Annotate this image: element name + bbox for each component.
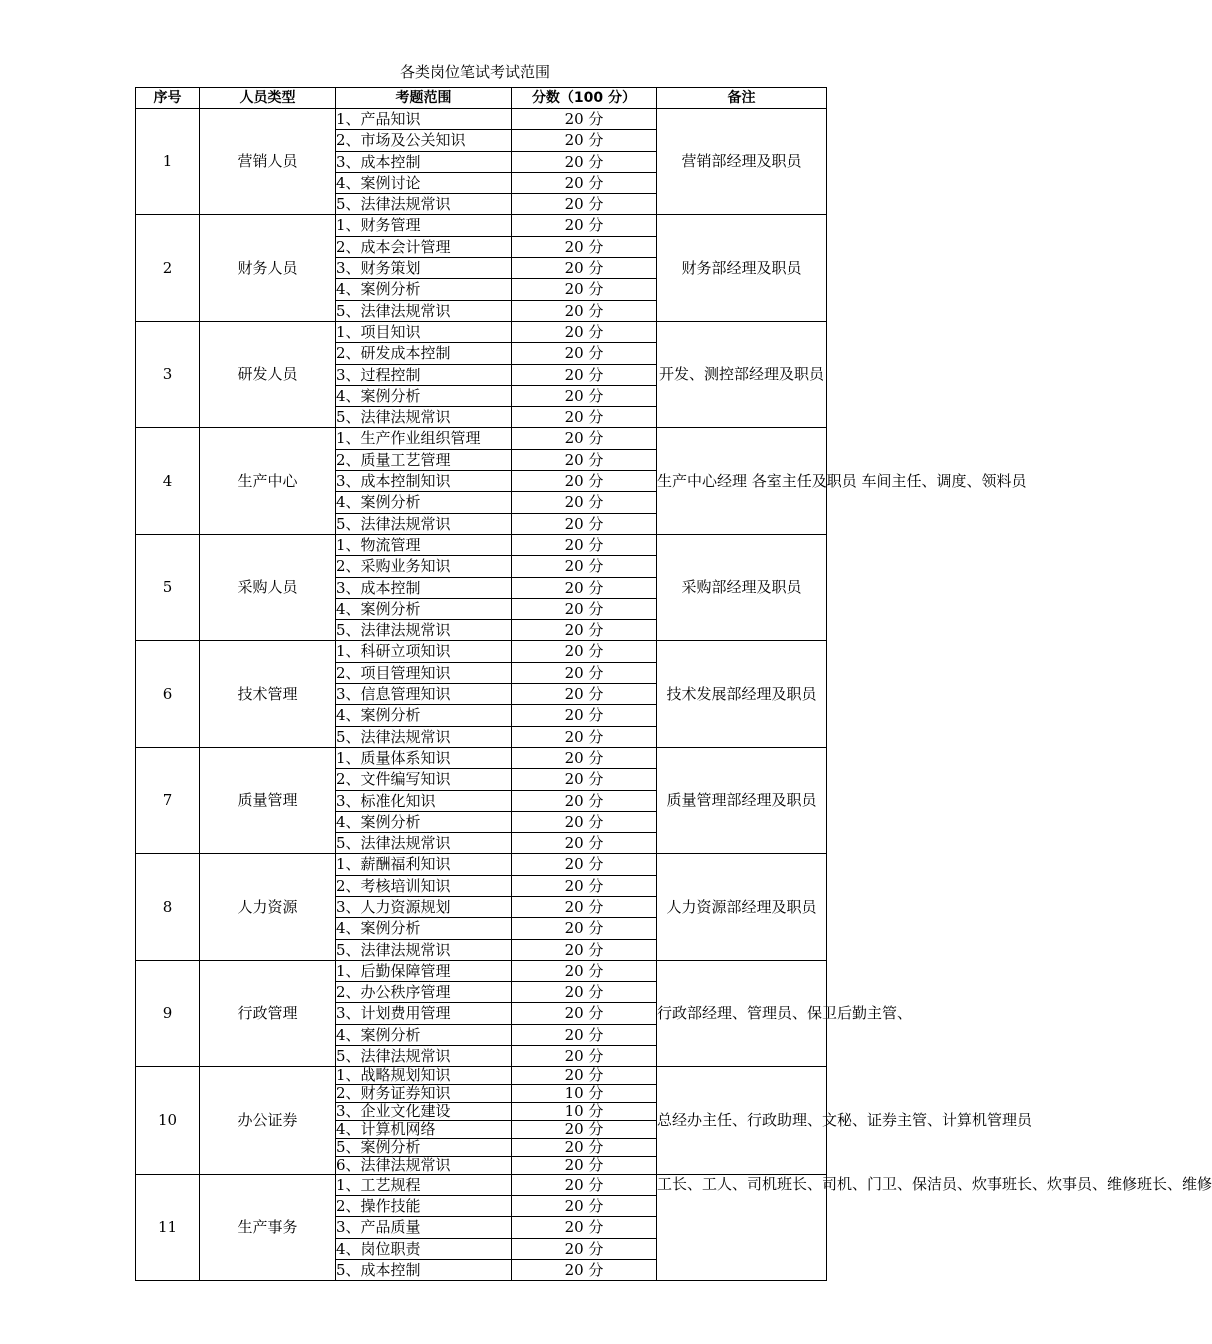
topic-cell: 2、采购业务知识 [336,556,512,577]
score-cell: 20 分 [512,492,657,513]
seq-cell: 6 [136,641,200,747]
table-row [136,534,827,555]
score-cell: 20 分 [512,833,657,854]
topic-cell: 1、科研立项知识 [336,641,512,662]
score-cell: 20 分 [512,939,657,960]
seq-cell: 9 [136,960,200,1066]
note-cell: 总经办主任、行政助理、文秘、证券主管、计算机管理员 [657,1067,827,1174]
table-row [136,109,827,130]
topic-cell: 2、办公秩序管理 [336,982,512,1003]
topic-cell: 5、法律法规常识 [336,1046,512,1067]
topic-cell: 1、生产作业组织管理 [336,428,512,449]
topic-cell: 5、法律法规常识 [336,407,512,428]
score-cell: 20 分 [512,896,657,917]
topic-cell: 3、过程控制 [336,364,512,385]
topic-cell: 1、物流管理 [336,534,512,555]
note-cell: 行政部经理、管理员、保卫后勤主管、 [657,960,827,1066]
topic-cell: 5、法律法规常识 [336,194,512,215]
score-cell: 10 分 [512,1103,657,1121]
score-cell: 20 分 [512,684,657,705]
topic-cell: 3、财务策划 [336,258,512,279]
score-cell: 20 分 [512,321,657,342]
seq-cell: 5 [136,534,200,640]
staff-type-cell: 办公证券 [200,1067,336,1174]
table-row [136,641,827,662]
topic-cell: 1、质量体系知识 [336,747,512,768]
topic-cell: 1、薪酬福利知识 [336,854,512,875]
table-row [136,1174,827,1195]
table-row [136,321,827,342]
topic-cell: 3、成本控制 [336,151,512,172]
staff-type-cell: 采购人员 [200,534,336,640]
score-cell: 20 分 [512,960,657,981]
score-cell: 20 分 [512,556,657,577]
score-cell: 20 分 [512,1238,657,1259]
score-cell: 20 分 [512,1259,657,1280]
seq-cell: 7 [136,747,200,853]
staff-type-cell: 技术管理 [200,641,336,747]
topic-cell: 4、案例分析 [336,279,512,300]
topic-cell: 1、工艺规程 [336,1174,512,1195]
score-cell: 20 分 [512,172,657,193]
score-cell: 20 分 [512,854,657,875]
topic-cell: 6、法律法规常识 [336,1156,512,1174]
seq-cell: 10 [136,1067,200,1174]
table-row [136,1067,827,1085]
score-cell: 20 分 [512,513,657,534]
score-cell: 20 分 [512,428,657,449]
seq-cell: 2 [136,215,200,321]
score-cell: 20 分 [512,705,657,726]
note-cell: 开发、测控部经理及职员 [657,321,827,427]
score-cell: 20 分 [512,641,657,662]
topic-cell: 3、产品质量 [336,1217,512,1238]
score-cell: 20 分 [512,1196,657,1217]
score-cell: 20 分 [512,790,657,811]
score-cell: 20 分 [512,982,657,1003]
score-cell: 20 分 [512,364,657,385]
score-cell: 20 分 [512,258,657,279]
seq-cell: 11 [136,1174,200,1280]
topic-cell: 3、标准化知识 [336,790,512,811]
topic-cell: 2、市场及公关知识 [336,130,512,151]
note-cell: 人力资源部经理及职员 [657,854,827,960]
staff-type-cell: 营销人员 [200,109,336,215]
topic-cell: 5、法律法规常识 [336,620,512,641]
exam-scope-table [135,87,1212,1281]
topic-cell: 3、企业文化建设 [336,1103,512,1121]
score-cell: 20 分 [512,1156,657,1174]
score-cell: 20 分 [512,598,657,619]
score-cell: 20 分 [512,1024,657,1045]
seq-cell: 4 [136,428,200,534]
topic-cell: 2、成本会计管理 [336,236,512,257]
topic-cell: 3、成本控制 [336,577,512,598]
topic-cell: 4、案例分析 [336,811,512,832]
score-cell: 20 分 [512,534,657,555]
topic-cell: 2、财务证券知识 [336,1085,512,1103]
score-cell: 20 分 [512,769,657,790]
table-body [136,109,1212,1281]
score-cell: 20 分 [512,577,657,598]
topic-cell: 2、操作技能 [336,1196,512,1217]
score-cell: 20 分 [512,1121,657,1139]
topic-cell: 3、人力资源规划 [336,896,512,917]
topic-cell: 1、后勤保障管理 [336,960,512,981]
topic-cell: 5、法律法规常识 [336,513,512,534]
score-cell: 20 分 [512,300,657,321]
score-cell: 20 分 [512,811,657,832]
topic-cell: 2、项目管理知识 [336,662,512,683]
topic-cell: 1、产品知识 [336,109,512,130]
table-row [136,428,827,449]
topic-cell: 5、案例分析 [336,1138,512,1156]
score-cell: 20 分 [512,130,657,151]
topic-cell: 2、文件编写知识 [336,769,512,790]
score-cell: 20 分 [512,875,657,896]
header-topics: 考题范围 [336,88,512,109]
topic-cell: 3、计划费用管理 [336,1003,512,1024]
topic-cell: 4、案例分析 [336,705,512,726]
staff-type-cell: 生产中心 [200,428,336,534]
score-cell: 20 分 [512,151,657,172]
topic-cell: 3、信息管理知识 [336,684,512,705]
topic-cell: 2、研发成本控制 [336,343,512,364]
seq-cell: 1 [136,109,200,215]
topic-cell: 2、考核培训知识 [336,875,512,896]
note-cell: 营销部经理及职员 [657,109,827,215]
score-cell: 20 分 [512,279,657,300]
score-cell: 20 分 [512,1046,657,1067]
staff-type-cell: 质量管理 [200,747,336,853]
score-cell: 10 分 [512,1085,657,1103]
score-cell: 20 分 [512,662,657,683]
table-row [136,215,827,236]
topic-cell: 5、法律法规常识 [336,939,512,960]
topic-cell: 3、成本控制知识 [336,471,512,492]
note-cell: 质量管理部经理及职员 [657,747,827,853]
topic-cell: 4、岗位职责 [336,1238,512,1259]
staff-type-cell: 人力资源 [200,854,336,960]
score-cell: 20 分 [512,407,657,428]
note-cell: 技术发展部经理及职员 [657,641,827,747]
score-cell: 20 分 [512,343,657,364]
header-seq: 序号 [136,88,200,109]
topic-cell: 4、案例分析 [336,385,512,406]
seq-cell: 3 [136,321,200,427]
table-row [136,747,827,768]
score-cell: 20 分 [512,1067,657,1085]
topic-cell: 5、法律法规常识 [336,833,512,854]
topic-cell: 5、成本控制 [336,1259,512,1280]
note-cell: 工长、工人、司机班长、司机、门卫、保洁员、炊事班长、炊事员、维修班长、维修 [657,1174,827,1280]
score-cell: 20 分 [512,449,657,470]
topic-cell: 1、项目知识 [336,321,512,342]
table-row [136,960,827,981]
note-cell: 生产中心经理 各室主任及职员 车间主任、调度、领料员 [657,428,827,534]
score-cell: 20 分 [512,726,657,747]
score-cell: 20 分 [512,215,657,236]
score-cell: 20 分 [512,1138,657,1156]
topic-cell: 4、案例分析 [336,918,512,939]
header-type: 人员类型 [200,88,336,109]
topic-cell: 4、案例分析 [336,598,512,619]
topic-cell: 4、案例分析 [336,492,512,513]
header-row [136,88,827,109]
topic-cell: 4、计算机网络 [336,1121,512,1139]
score-cell: 20 分 [512,747,657,768]
topic-cell: 4、案例分析 [336,1024,512,1045]
seq-cell: 8 [136,854,200,960]
header-note: 备注 [657,88,827,109]
score-cell: 20 分 [512,1174,657,1195]
table-row [136,854,827,875]
topic-cell: 2、质量工艺管理 [336,449,512,470]
score-cell: 20 分 [512,918,657,939]
staff-type-cell: 生产事务 [200,1174,336,1280]
note-cell: 财务部经理及职员 [657,215,827,321]
page-title: 各类岗位笔试考试范围 [399,63,550,81]
topic-cell: 1、战略规划知识 [336,1067,512,1085]
score-cell: 20 分 [512,1003,657,1024]
note-cell: 采购部经理及职员 [657,534,827,640]
score-cell: 20 分 [512,194,657,215]
score-cell: 20 分 [512,620,657,641]
staff-type-cell: 财务人员 [200,215,336,321]
score-cell: 20 分 [512,385,657,406]
score-cell: 20 分 [512,236,657,257]
staff-type-cell: 研发人员 [200,321,336,427]
topic-cell: 5、法律法规常识 [336,300,512,321]
topic-cell: 5、法律法规常识 [336,726,512,747]
score-cell: 20 分 [512,471,657,492]
header-score: 分数（100 分） [512,88,657,109]
score-cell: 20 分 [512,1217,657,1238]
staff-type-cell: 行政管理 [200,960,336,1066]
score-cell: 20 分 [512,109,657,130]
topic-cell: 4、案例讨论 [336,172,512,193]
topic-cell: 1、财务管理 [336,215,512,236]
